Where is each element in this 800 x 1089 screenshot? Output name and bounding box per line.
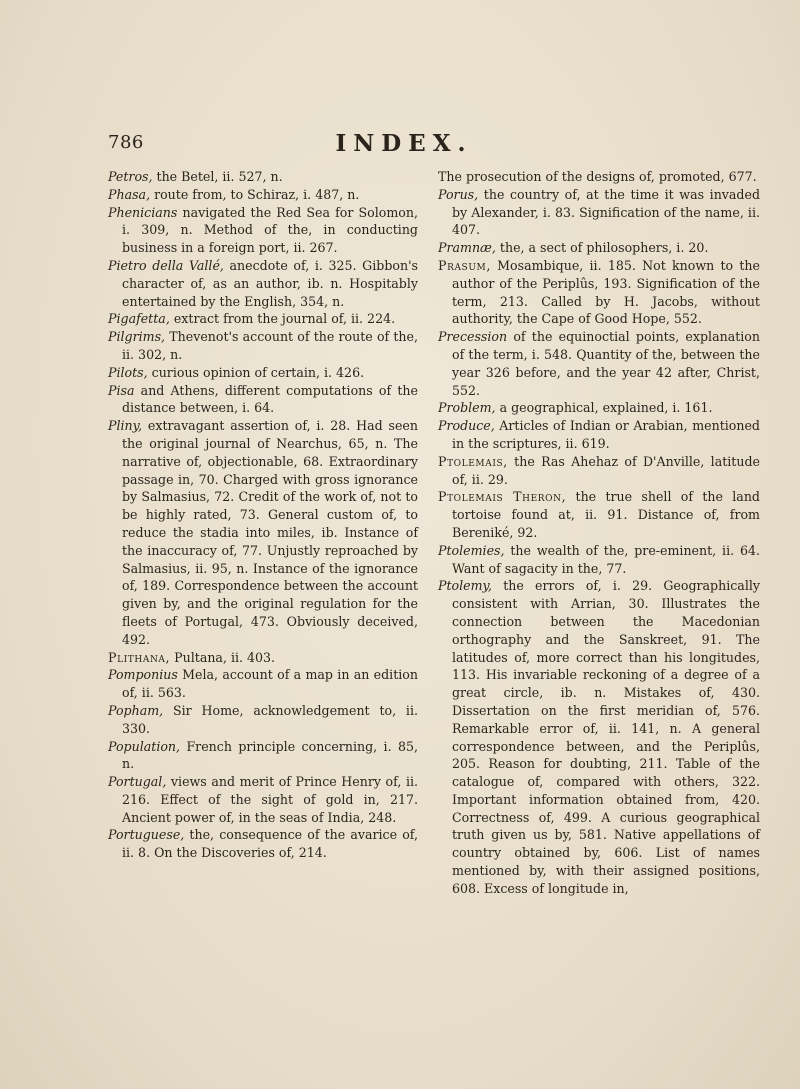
index-entry-heading: Portuguese, xyxy=(108,827,185,843)
index-entry-heading: Pigafetta, xyxy=(108,311,170,327)
index-entry-heading: Pilgrims, xyxy=(108,329,166,345)
index-entry-heading: Pilots, xyxy=(108,364,148,380)
index-entry xyxy=(438,399,760,417)
index-entry xyxy=(438,577,760,897)
index-entry-text: French principle concerning, i. 85, n. xyxy=(122,738,418,772)
index-entry xyxy=(438,542,760,578)
index-entry-heading: Phasa, xyxy=(108,186,151,202)
index-entry-heading: Petros, xyxy=(108,169,153,184)
index-entry-text: Thevenot's account of the route of the, ii. 302, n. xyxy=(122,329,418,362)
index-column-right xyxy=(438,168,760,898)
index-entry xyxy=(438,488,760,541)
index-entry-heading: Pramnæ, xyxy=(438,240,496,256)
index-entry-text: anecdote of, i. 325. Gibbon's character of, as an author, ib. n. Hospitably entertained by the English, 354, n. xyxy=(122,257,418,309)
index-entry xyxy=(108,382,418,418)
index-entry-text: the, a sect of philosophers, i. 20. xyxy=(495,240,709,256)
index-entry-text: extract from the journal of, ii. 224. xyxy=(169,311,396,327)
index-entry xyxy=(108,738,418,774)
index-entry-heading: Ptolemies, xyxy=(438,542,505,558)
index-entry-text: Mela, account of a map in an edition of, ii. 563. xyxy=(122,667,418,701)
index-entry-text: the, consequence of the avarice of, ii. 8. On the Discoveries of, 214. xyxy=(122,827,418,861)
index-entry-text: extravagant assertion of, i. 28. Had seen the original journal of Nearchus, 65, n. The narrative of, objectionable, 68. Extraordinary passage in, 70. Charged with gross ignorance by Salmasius, 72. Credit of the work of, not to be highly rated, 73. General custom of, to reduce the stadia into miles, ib. Instance of the inaccuracy of, 77. Unjustly reproached by Salmasius, ii. 95, n. Instance of the ignorance of, 189. Correspondence between the account given by, and the original regulation for the fleets of Portugal, 473. Obviously deceived, 492. xyxy=(122,418,418,647)
index-entry xyxy=(108,168,418,186)
index-entry xyxy=(438,239,760,257)
index-entry-text: of the equinoctial points, explanation of the term, i. 548. Quantity of the, between the year 326 before, and the year 42 after, Christ, 552. xyxy=(452,329,760,398)
index-entry-text: the wealth of the, pre-eminent, ii. 64. Want of sagacity in the, 77. xyxy=(452,542,760,576)
index-entry xyxy=(108,310,418,328)
index-entry-heading: Porus, xyxy=(438,186,479,202)
index-entry-text: route from, to Schiraz, i. 487, n. xyxy=(150,186,360,202)
index-entry xyxy=(108,204,418,257)
index-entry-heading: Phenicians xyxy=(108,204,178,220)
index-entry-heading: Popham, xyxy=(108,702,164,718)
index-entry xyxy=(438,257,760,328)
index-entry-text: views and merit of Prince Henry of, ii. 216. Effect of the sight of gold in, 217. Ancient power of, in the seas of India, 248. xyxy=(122,774,418,825)
index-entry-text: and Athens, different computations of the distance between, i. 64. xyxy=(122,382,418,416)
index-entry-heading: Precession xyxy=(438,329,508,345)
index-entry-heading: Problem, xyxy=(438,400,496,416)
index-entry-text: Pultana, ii. 403. xyxy=(170,649,276,665)
index-entry-heading: Population, xyxy=(108,738,181,754)
index-entry xyxy=(108,666,418,702)
index-entry-heading: Ptolemy, xyxy=(438,578,492,594)
index-entry xyxy=(108,826,418,862)
index-entry xyxy=(108,186,418,204)
index-entry-heading: Ptolemais, xyxy=(438,453,508,469)
index-entry-heading: Pietro della Vallé, xyxy=(108,257,224,273)
index-entry-text: Articles of Indian or Arabian, mentioned in the scriptures, ii. 619. xyxy=(452,418,760,451)
index-entry xyxy=(108,702,418,738)
index-entry-heading: Prasum, xyxy=(438,257,491,273)
index-entry-text: the errors of, i. 29. Geographically consistent with Arrian, 30. Illustrates the connection between the Macedonian orthography and the Sanskreet, 91. The latitudes of, more correct than his longitudes, 113. His invariable reckoning of a degree of a great circle, ib. n. Mistakes of, 430. Dissertation on the first meridian of, 576. Remarkable error of, ii. 141, n. A general correspondence between, and the Periplûs, 205. Reason for doubting, 211. Table of the catalogue of, compared with others, 322. Important information obtained from, 420. Correctness of, 499. A curious geographical truth given us by, 581. Native appellations of country obtained by, 606. List of names mentioned by, with their assigned positions, 608. Excess of longitude in, xyxy=(452,578,760,896)
page-header xyxy=(108,132,700,162)
index-entry-text: navigated the Red Sea for Solomon, i. 309, n. Method of the, in conducting business in a foreign port, ii. 267. xyxy=(122,204,418,256)
index-entry-text: curious opinion of certain, i. 426. xyxy=(147,364,365,380)
index-entry-heading: Plithana, xyxy=(108,649,171,665)
index-entry xyxy=(438,168,760,186)
index-entry-text: the Betel, ii. 527, n. xyxy=(152,169,283,184)
index-entry-text: Sir Home, acknowledgement to, ii. 330. xyxy=(122,702,418,736)
index-entry xyxy=(438,417,760,453)
running-title: INDEX. xyxy=(335,130,473,157)
index-column-left xyxy=(108,168,418,862)
index-entry-heading: Ptolemais Theron, xyxy=(438,489,567,505)
index-entry-heading: Portugal, xyxy=(108,774,167,790)
page-number: 786 xyxy=(108,132,144,153)
index-entry xyxy=(438,453,760,489)
index-entry xyxy=(438,186,760,239)
index-entry-text: the country of, at the time it was invaded by Alexander, i. 83. Signification of the name, ii. 407. xyxy=(452,186,760,238)
index-entry xyxy=(108,417,418,648)
index-entry-heading: Pliny, xyxy=(108,418,143,434)
index-entry-heading: Produce, xyxy=(438,418,495,434)
index-entry-heading: Pisa xyxy=(108,382,135,398)
index-entry xyxy=(108,257,418,310)
index-entry-text: a geographical, explained, i. 161. xyxy=(495,400,713,416)
index-entry xyxy=(108,364,418,382)
index-entry-text: the true shell of the land tortoise found at, ii. 91. Distance of, from Bereniké, 92. xyxy=(452,489,760,540)
index-entry-heading: Pomponius xyxy=(108,667,178,683)
index-entry xyxy=(108,328,418,364)
index-entry xyxy=(108,773,418,826)
index-entry-text: Mosambique, ii. 185. Not known to the author of the Periplûs, 193. Signification of the term, 213. Called by H. Jacobs, without authority, the Cape of Good Hope, 552. xyxy=(452,257,760,327)
index-entry-text: The prosecution of the designs of, promoted, 677. xyxy=(438,169,757,184)
index-entry xyxy=(108,649,418,667)
index-entry-text: the Ras Ahehaz of D'Anville, latitude of, ii. 29. xyxy=(452,453,760,487)
index-entry xyxy=(438,328,760,399)
